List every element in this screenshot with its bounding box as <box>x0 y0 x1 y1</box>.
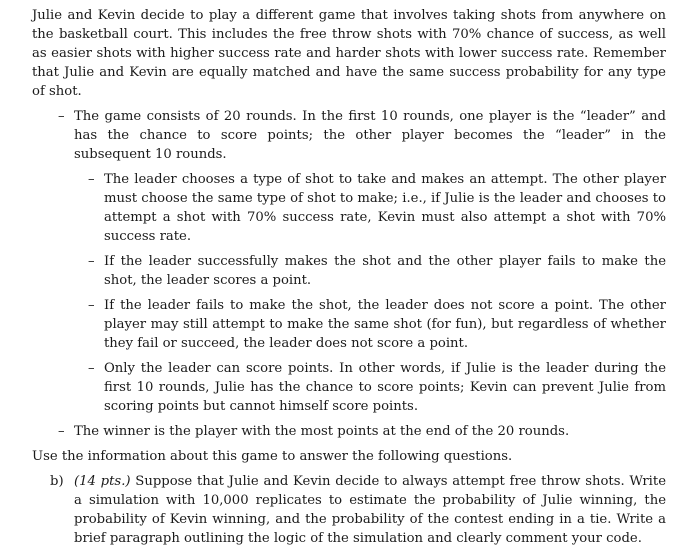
rule-subitem-shot-choice <box>32 170 666 246</box>
rule-subitem-leader-miss <box>32 296 666 353</box>
rule-text: If the leader successfully makes the shot and the other player fails to make the shot, the leader scores a point. <box>104 254 666 288</box>
bullet-dash: – <box>88 172 95 187</box>
question-text <box>74 472 666 548</box>
rule-text: The winner is the player with the most points at the end of the 20 rounds. <box>74 424 570 439</box>
question-body: Suppose that Julie and Kevin decide to always attempt free throw shots. Write a simulation with 10,000 replicates to estimate the probability of Julie winning, the probability of Kevin winning, and the probability of the contest ending in a tie. Write a brief paragraph outlining the logic of the simulation and clearly comment your code. <box>74 474 666 546</box>
bullet-dash: – <box>88 254 95 269</box>
bullet-dash: – <box>88 361 95 376</box>
question-points: (14 pts.) <box>74 474 131 489</box>
rule-text: If the leader fails to make the shot, the leader does not score a point. The other player may still attempt to make the same shot (for fun), but regardless of whether they fail or succeed, the leader does not score a point. <box>104 298 666 351</box>
rule-text: Only the leader can score points. In other words, if Julie is the leader during the first 10 rounds, Julie has the chance to score points; Kevin can prevent Julie from scoring points but cannot himself score points. <box>104 361 666 414</box>
instruction-line: Use the information about this game to answer the following questions. <box>32 449 513 464</box>
rule-subitem-scoring <box>32 252 666 290</box>
rule-subitem-only-leader <box>32 359 666 416</box>
intro-paragraph: Julie and Kevin decide to play a different game that involves taking shots from anywhere on the basketball court. This includes the free throw shots with 70% chance of success, as well as easier shots with higher success rate and harder shots with lower success rate. Remember that Julie and Kevin are equally matched and have the same success probability for any type of shot. <box>32 8 666 99</box>
rule-text: The game consists of 20 rounds. In the first 10 rounds, one player is the “leader” and has the chance to score points; the other player becomes the “leader” in the subsequent 10 rounds. <box>74 109 666 162</box>
bullet-dash: – <box>88 298 95 313</box>
rule-item-winner <box>32 422 666 441</box>
bullet-dash: – <box>58 109 65 124</box>
bullet-dash: – <box>58 424 65 439</box>
question-b <box>32 472 666 548</box>
rule-item-rounds <box>32 107 666 164</box>
rule-text: The leader chooses a type of shot to take and makes an attempt. The other player must choose the same type of shot to make; i.e., if Julie is the leader and chooses to attempt a shot with 70% success rate, Kevin must also attempt a shot with 70% success rate. <box>104 172 666 244</box>
question-label: b) <box>50 474 64 489</box>
